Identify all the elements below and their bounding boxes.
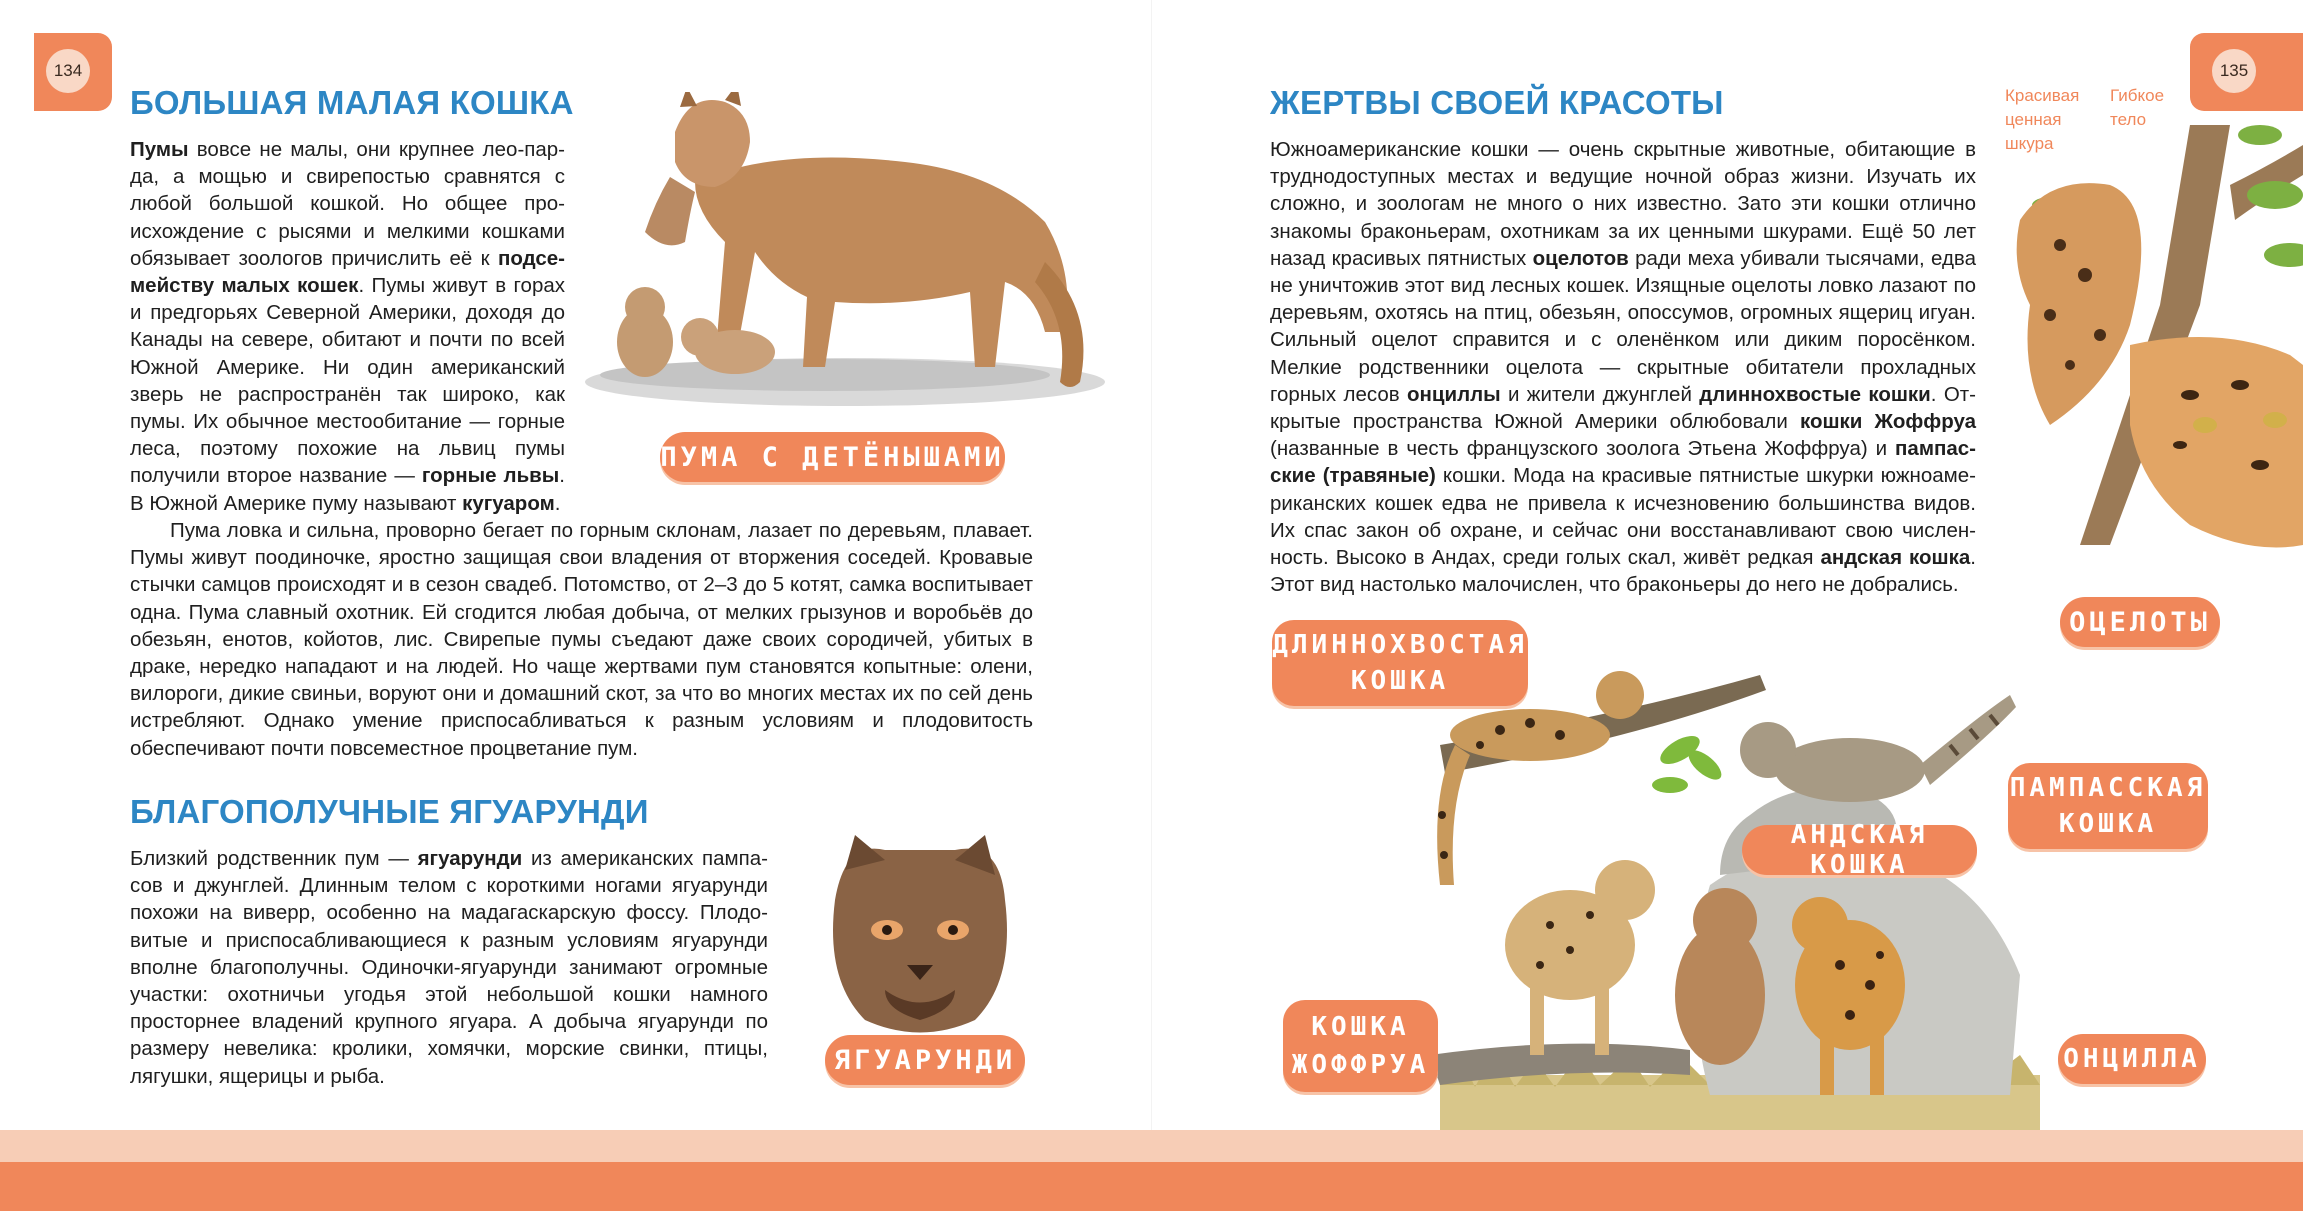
jaguarundi-section-title: БЛАГОПОЛУЧНЫЕ ЯГУАРУНДИ <box>130 793 649 830</box>
bold-term: ягуарунди <box>417 847 523 870</box>
puma-intro-paragraph <box>130 136 565 517</box>
pampas-cat-label <box>2008 763 2208 849</box>
puma-with-cubs-illustration <box>575 92 1105 412</box>
text-run: . В Южной Америке пуму называют <box>130 464 565 515</box>
puma-section-title: БОЛЬШАЯ МАЛАЯ КОШКА <box>130 84 574 121</box>
bold-term: Пумы <box>130 138 189 161</box>
puma-label <box>660 432 1005 482</box>
puma-main-text: Пума ловка и сильна, проворно бегает по горным склонам, лазает по деревьям, плавает. Пумы живут поодиночке, яростно защищая свои владения от вторжения соседей. Кровавые стычки самцов происходят и в сезон свадеб. Потомство, от 2–3 до 5 котят, самка воспитывает одна. Пума славный охотник. Ей сгодится любая добыча, от мелких грызунов и воробьёв до обезьян, енотов, койотов, лис. Свирепые пумы съедают даже своих сородичей, убитых в драке, нередко нападают и на людей. Но чаще жертвами пум становятся копытные: олени, вилороги, дикие свиньи, воруют они и домашний скот, за что во многих местах их по сей день истребляют. Однако умение приспосабливаться к разным условиям и плодовитость обеспечивают почти повсеместное процветание пум. <box>130 519 1033 760</box>
ocelots-illustration <box>1990 125 2303 605</box>
andean-cat <box>1675 888 1765 1065</box>
bold-term: андская кошка <box>1820 546 1971 570</box>
pampas-cat <box>1740 695 2016 802</box>
geoffroys-cat <box>1505 860 1655 1055</box>
jaguarundi-label-text: ЯГУАРУНДИ <box>833 1044 1017 1076</box>
victims-paragraph <box>1270 136 1976 598</box>
text-run: кошки. Мода на красивые пятнистые шкурки южноамериканских кошек едва не привела к исчезновению большинства видов. Их спас закон об охране, и сейчас они восстанавливают свою численность. Высоко в Андах, среди голых скал, живёт редкая <box>1270 464 1976 570</box>
long-tailed-cat-label <box>1272 620 1528 706</box>
bold-term: кугуаром <box>462 491 555 515</box>
annotation-body: Гибкое тело <box>2110 86 2165 129</box>
long-tailed-cat-label-line2: КОШКА <box>1350 666 1450 696</box>
victims-text <box>1270 136 1976 598</box>
bottom-band-light <box>0 1130 2303 1162</box>
text-run: вовсе не малы, они крупнее лео-парда, а мощью и свирепостью сравнятся с любой большой кошкой. Но общее происхождение с рысями и мелкими кошками обязывает зоологов причислить её к <box>130 138 565 270</box>
text-run: . Пумы живут в горах и предгорьях Северной Америки, доходя до Канады на севере, обитают и почти по всей Южной Америке. Ни один американский зверь не распространён так широко, как пумы. Их обычное местообитание — горные леса, поэтому похожие на львиц пумы получили второе название — <box>130 274 565 488</box>
text-run: и жители джунглей <box>1500 382 1700 406</box>
geoffroys-cat-label-line1: КОШКА <box>1311 1012 1410 1042</box>
bold-term: горные львы <box>421 464 560 488</box>
andean-cat-label-text: АНДСКАЯ КОШКА <box>1790 820 1929 880</box>
bold-term: оцелотов <box>1532 246 1629 270</box>
puma-intro-text <box>130 136 565 517</box>
annotation-skin: Красивая ценная шкура <box>2005 86 2080 153</box>
text-run: ради меха убивали тысячами, едва не уничтожив этот вид лесных кошек. Изящные оцелоты ловко лазают по деревьям, охотясь на птиц, обезьян, опоссумов, огромных ящериц игуан. Сильный оцелот справится и с оленёнком или диким поросёнком. Мелкие родственники оцелота — скрытные обитатели прохладных горных лесов <box>1270 246 1976 406</box>
puma-main-paragraph <box>130 517 1033 762</box>
text-run: . Этот вид настолько малочислен, что браконьеры до него не добрались. <box>1270 546 1976 597</box>
text-run: . <box>554 491 561 515</box>
ocelots-label-text: ОЦЕЛОТЫ <box>2069 606 2211 638</box>
bottom-band-dark <box>0 1162 2303 1211</box>
bold-term: кошки Жоффруа <box>1799 410 1976 434</box>
puma-label-text: ПУМА С ДЕТЁНЫШАМИ <box>660 441 1005 473</box>
geoffroys-cat-label-line2: ЖОФФРУА <box>1291 1050 1430 1080</box>
bold-term: пампасские (травяные) <box>1270 437 1976 488</box>
victims-section-title: ЖЕРТВЫ СВОЕЙ КРАСОТЫ <box>1270 84 1724 121</box>
jaguarundi-head-illustration <box>815 830 1025 1040</box>
text-run: Близкий родственник пум — <box>130 847 418 870</box>
geoffroys-cat-label <box>1283 1000 1438 1092</box>
left-page-tab <box>34 33 112 111</box>
text-run: . Открытые пространства Южной Америки облюбовали <box>1270 382 1976 434</box>
jaguarundi-paragraph <box>130 845 768 1090</box>
pampas-cat-label-line1: ПАМПАССКАЯ <box>2009 773 2207 803</box>
jaguarundi-text <box>130 845 768 1090</box>
right-page-tab <box>2190 33 2303 111</box>
pampas-cat-label-line2: КОШКА <box>2058 809 2158 839</box>
text-run: из американских пампасов и джунглей. Длинным телом с короткими ногами ягуарунди похожи на виверр, особенно на мадагаскарскую фоссу. Плодовитые и приспосабливающиеся к разным условиям ягуарунди вполне благополучны. Одиночки-ягуарунди занимают огромные участки: охотничьи угодья этой небольшой кошки намного просторнее владений крупного ягуара. А добыча ягуарунди по размеру невелика: кролики, хомячки, морские свинки, птицы, лягушки, ящерицы и рыба. <box>130 847 768 1088</box>
oncilla-label-text: ОНЦИЛЛА <box>2063 1044 2201 1074</box>
text-run: Южноамериканские кошки — очень скрытные животные, обитающие в труднодоступных местах и ведущие ночной образ жизни. Изучать их сложно, и зоологам не много о них известно. Зато эти кошки отлично знакомы браконьерам, охотникам за их ценными шкурами. Ещё 50 лет назад красивых пятнистых <box>1270 138 1976 270</box>
puma-cub-1 <box>617 287 673 377</box>
jaguarundi-label <box>825 1035 1025 1085</box>
page-gutter <box>1151 0 1152 1130</box>
bold-term: онциллы <box>1406 382 1501 406</box>
bold-term: подсемейству малых кошек <box>130 246 565 298</box>
oncilla-label <box>2058 1034 2206 1084</box>
right-page-number: 135 <box>2212 49 2256 93</box>
andean-cat-label <box>1742 820 1977 880</box>
south-american-cats-illustration <box>1420 655 2050 1135</box>
bold-term: длиннохвостые кошки <box>1699 382 1931 406</box>
left-page-number: 134 <box>46 49 90 93</box>
text-run: (названные в честь французского зоолога Этьена Жоффруа) и <box>1270 437 1896 461</box>
ocelots-label <box>2060 597 2220 647</box>
long-tailed-cat-label-line1: ДЛИННОХВОСТАЯ <box>1272 630 1528 660</box>
